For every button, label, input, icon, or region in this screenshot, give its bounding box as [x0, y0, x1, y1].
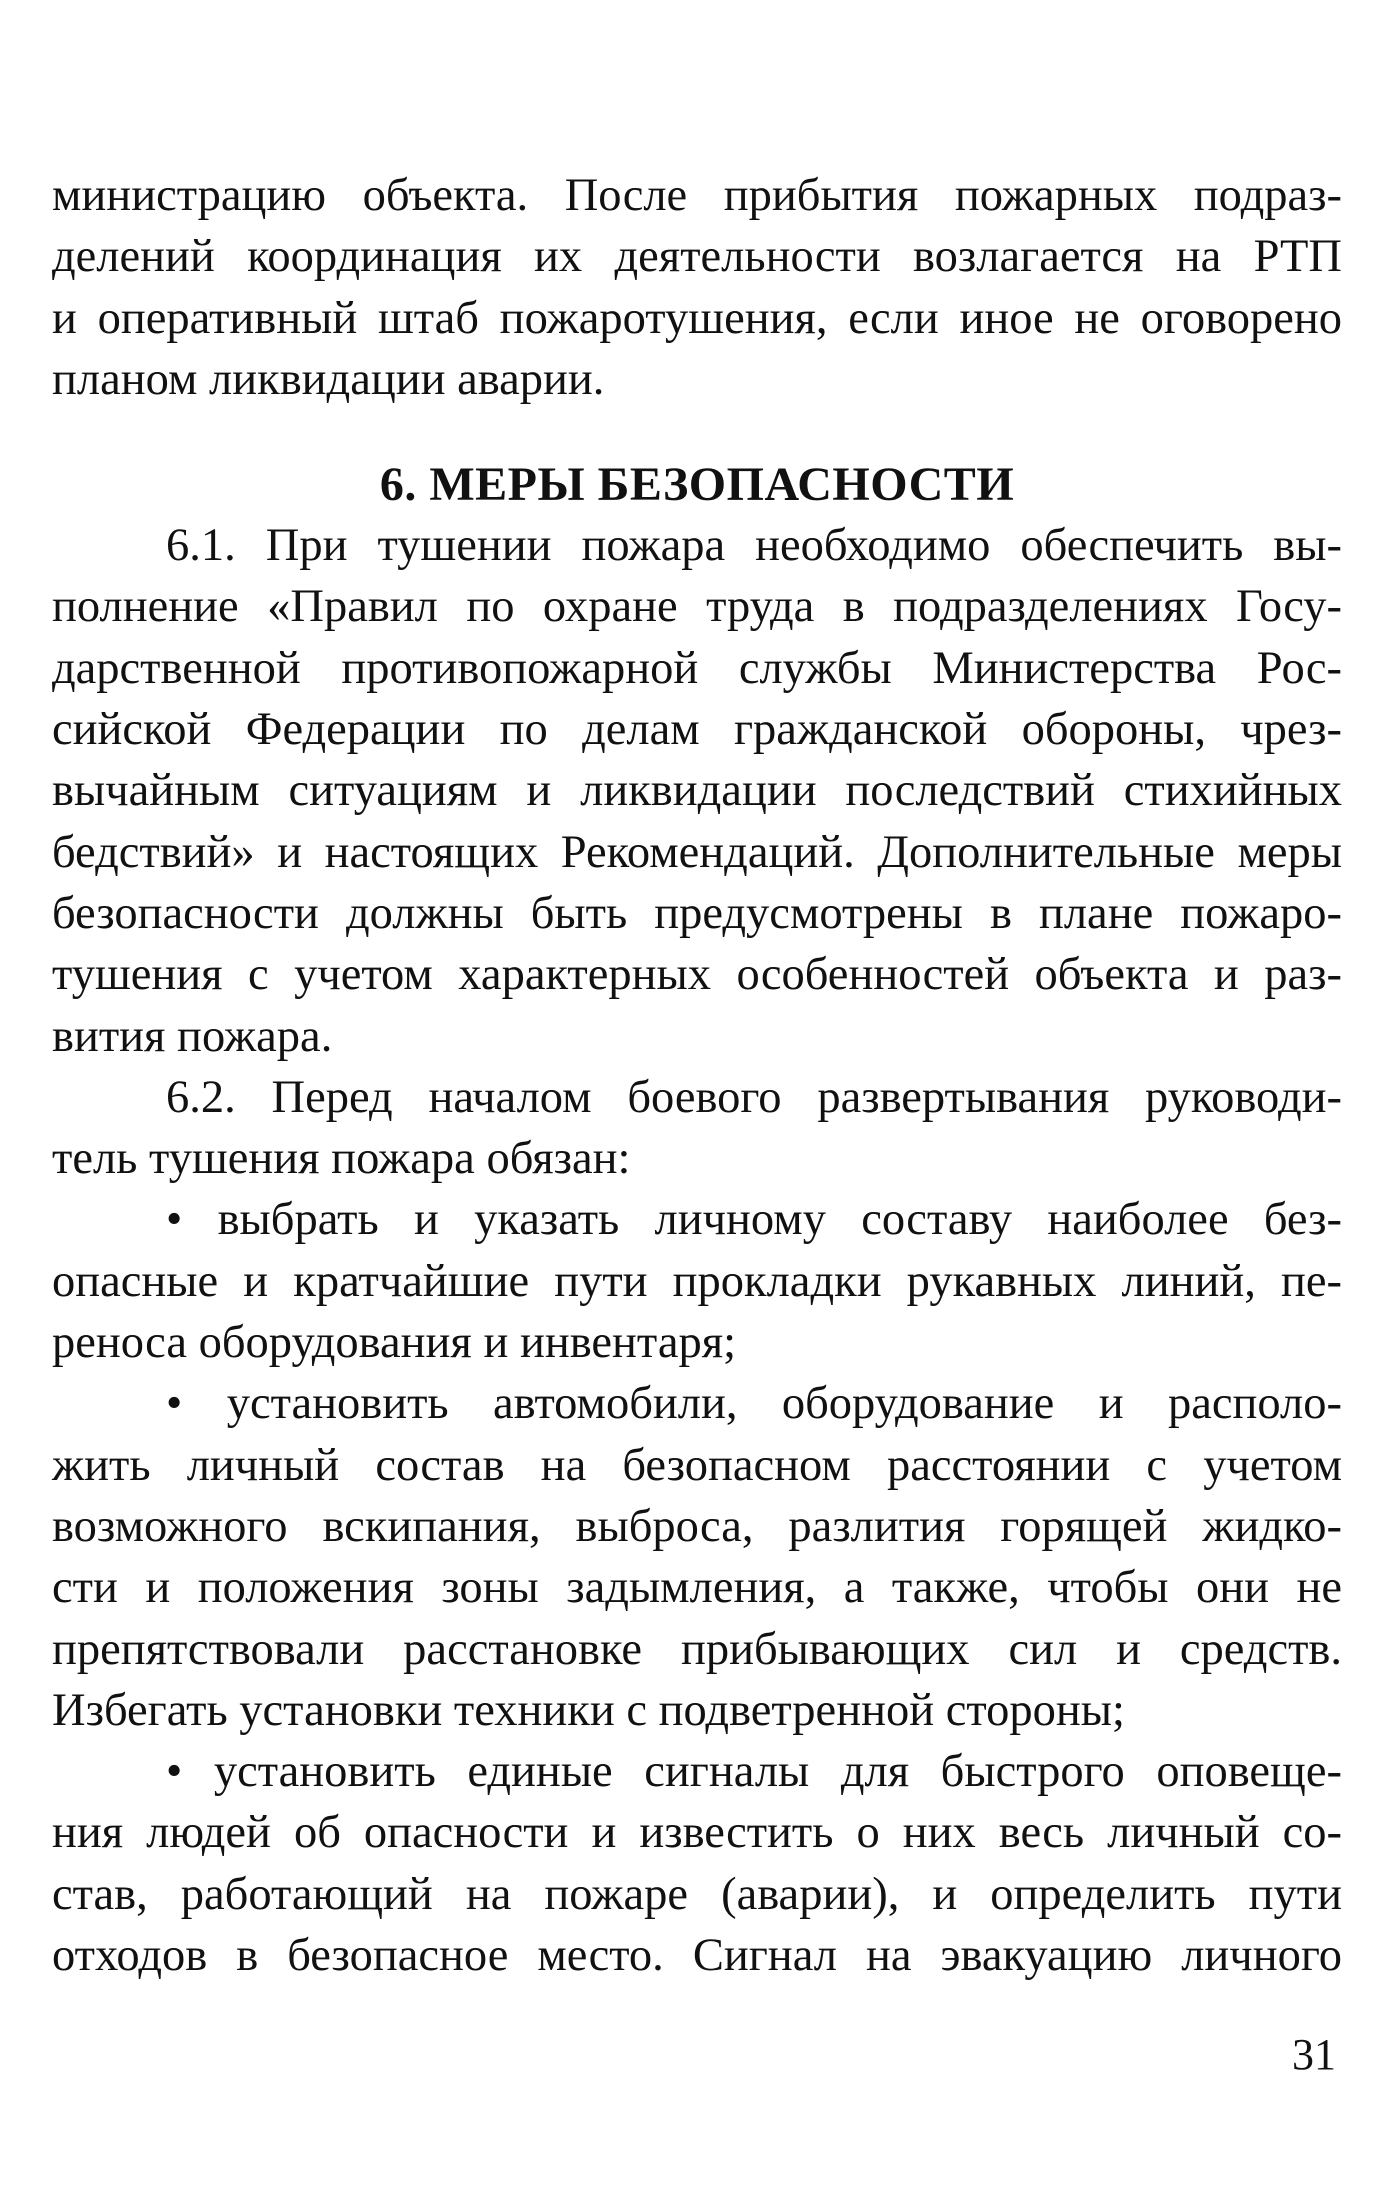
text-line: Избегать установки техники с подветренной стороны; [52, 1684, 1125, 1736]
text-line: министрацию объекта. После прибытия пожарных подраз- [52, 170, 1342, 221]
text-line: вития пожара. [52, 1010, 333, 1062]
section-heading: 6. МЕРЫ БЕЗОПАСНОСТИ [379, 458, 1015, 512]
text-line: 6.2. Перед началом боевого развертывания руководи- [166, 1071, 1342, 1123]
paragraph-6-2 [52, 1067, 1342, 1190]
paragraph-top [52, 165, 1342, 410]
text-line: тель тушения пожара обязан: [52, 1133, 631, 1185]
page-number: 31 [1292, 2030, 1336, 2079]
text-line: став, работающий на пожаре (аварии), и определить пути [52, 1868, 1342, 1920]
text-line: жить личный состав на безопасном расстоянии с учетом [52, 1439, 1342, 1491]
paragraph-6-1 [52, 515, 1342, 1067]
text-line: тушения с учетом характерных особенностей объекта и раз- [52, 949, 1342, 1001]
text-line: полнение «Правил по охране труда в подразделениях Госу- [52, 581, 1342, 633]
page-body [52, 165, 1342, 1986]
text-line: 6.1. При тушении пожара необходимо обеспечить вы- [166, 520, 1342, 572]
text-line: планом ликвидации аварии. [52, 353, 605, 405]
text-line: • установить автомобили, оборудование и располо- [166, 1378, 1342, 1430]
text-line: опасные и кратчайшие пути прокладки рукавных линий, пе- [52, 1255, 1342, 1307]
text-line: безопасности должны быть предусмотрены в плане пожаро- [52, 887, 1342, 939]
text-line: и оперативный штаб пожаротушения, если иное не оговорено [52, 292, 1342, 344]
text-line: дарственной противопожарной службы Министерства Рос- [52, 642, 1342, 694]
bullet-item-3 [52, 1741, 1342, 1986]
text-line: бедствий» и настоящих Рекомендаций. Дополнительные меры [52, 826, 1342, 878]
text-line: вычайным ситуациям и ликвидации последствий стихийных [52, 765, 1342, 817]
bullet-item-2 [52, 1373, 1342, 1741]
text-line: сти и положения зоны задымления, а также, чтобы они не [52, 1562, 1342, 1614]
text-line: • установить единые сигналы для быстрого оповеще- [166, 1746, 1342, 1798]
text-line: реноса оборудования и инвентаря; [52, 1317, 737, 1369]
bullet-item-1 [52, 1189, 1342, 1373]
text-line: делений координация их деятельности возлагается на РТП [52, 231, 1342, 283]
text-line: сийской Федерации по делам гражданской обороны, чрез- [52, 704, 1342, 756]
text-line: отходов в безопасное место. Сигнал на эвакуацию личного [52, 1930, 1342, 1982]
text-line: ния людей об опасности и известить о них весь личный со- [52, 1807, 1342, 1859]
text-line: препятствовали расстановке прибывающих сил и средств. [52, 1623, 1342, 1675]
text-line: • выбрать и указать личному составу наиболее без- [166, 1194, 1342, 1246]
text-line: возможного вскипания, выброса, разлития горящей жидко- [52, 1500, 1342, 1552]
